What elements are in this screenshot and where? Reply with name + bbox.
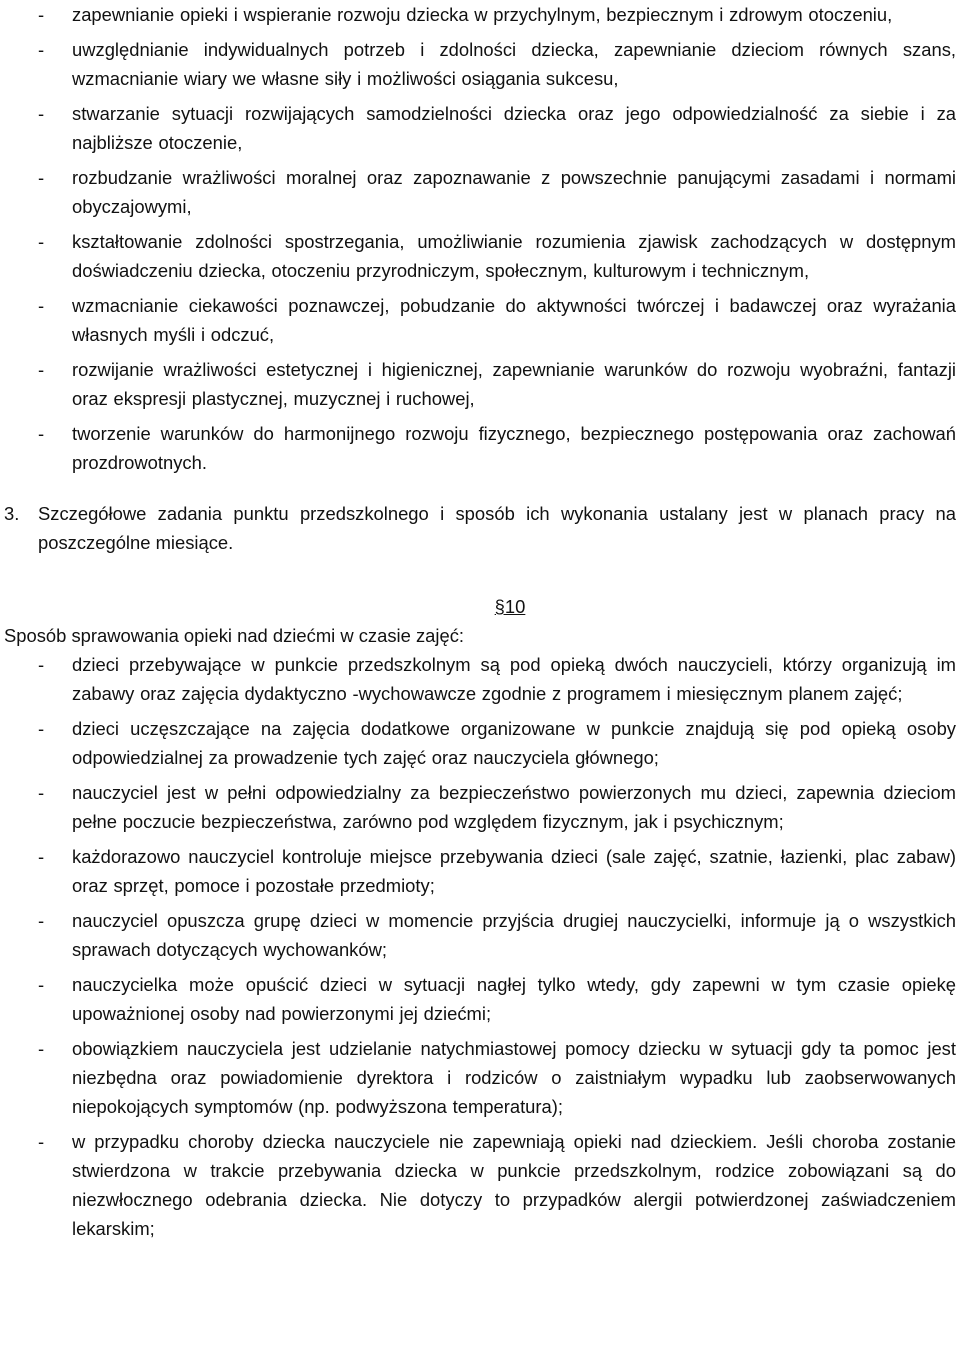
list-item xyxy=(4,99,956,157)
list-dash: - xyxy=(38,910,45,931)
paragraph-text: Szczegółowe zadania punktu przedszkolnego i sposób ich wykonania ustalany jest w planach pracy na poszczególne miesiące. xyxy=(38,503,956,553)
list-item xyxy=(4,35,956,93)
list-item xyxy=(4,1034,956,1121)
list-item-text: dzieci przebywające w punkcie przedszkolnym są pod opieką dwóch nauczycieli, którzy organizują im zabawy oraz zajęcia dydaktyczno -wychowawcze zgodnie z programem i miesięcznym planem zajęć; xyxy=(72,654,956,704)
list-item-text: dzieci uczęszczające na zajęcia dodatkowe organizowane w punkcie znajdują się pod opieką osoby odpowiedzialnej za prowadzenie tych zajęć oraz nauczyciela głównego; xyxy=(72,718,956,768)
list-item xyxy=(4,842,956,900)
list-dash: - xyxy=(38,974,45,995)
list-item-text: tworzenie warunków do harmonijnego rozwoju fizycznego, bezpiecznego postępowania oraz zachowań prozdrowotnych. xyxy=(72,423,956,473)
list-dash: - xyxy=(38,4,45,25)
list-item xyxy=(4,227,956,285)
list-dash: - xyxy=(38,718,45,739)
list-item xyxy=(4,1127,956,1243)
list-item-text: kształtowanie zdolności spostrzegania, umożliwianie rozumienia zjawisk zachodzących w dostępnym doświadczeniu dziecka, otoczeniu przyrodniczym, społecznym, kulturowym i technicznym, xyxy=(72,231,956,281)
list-item-text: rozbudzanie wrażliwości moralnej oraz zapoznawanie z powszechnie panującymi zasadami i normami obyczajowymi, xyxy=(72,167,956,217)
list-item xyxy=(4,650,956,708)
list-item xyxy=(4,714,956,772)
list-dash: - xyxy=(38,231,45,252)
list-item-text: uwzględnianie indywidualnych potrzeb i zdolności dziecka, zapewnianie dzieciom równych szans, wzmacnianie wiary we własne siły i możliwości osiągania sukcesu, xyxy=(72,39,956,89)
section-heading: Sposób sprawowania opieki nad dziećmi w czasie zajęć: xyxy=(4,625,464,646)
tasks-list xyxy=(4,0,956,477)
list-dash: - xyxy=(38,846,45,867)
list-dash: - xyxy=(38,103,45,124)
list-dash: - xyxy=(38,359,45,380)
list-item-text: nauczyciel jest w pełni odpowiedzialny za bezpieczeństwo powierzonych mu dzieci, zapewnia dzieciom pełne poczucie bezpieczeństwa, zarówno pod względem fizycznym, jak i psychicznym; xyxy=(72,782,956,832)
paragraph-number: 3. xyxy=(4,503,20,524)
list-item xyxy=(4,970,956,1028)
list-item xyxy=(4,0,956,29)
list-dash: - xyxy=(38,1131,45,1152)
list-dash: - xyxy=(38,295,45,316)
list-item xyxy=(4,163,956,221)
list-dash: - xyxy=(38,782,45,803)
numbered-paragraph xyxy=(4,499,956,557)
list-item-text: nauczyciel opuszcza grupę dzieci w momencie przyjścia drugiej nauczycielki, informuje ją o wszystkich sprawach dotyczących wychowanków; xyxy=(72,910,956,960)
list-item-text: w przypadku choroby dziecka nauczyciele nie zapewniają opieki nad dzieckiem. Jeśli choroba zostanie stwierdzona w trakcie przebywania dziecka w punkcie przedszkolnym, rodzice zobowiązani są do niezwłocznego odebrania dziecka. Nie dotyczy to przypadków alergii potwierdzonej zaświadczeniem lekarskim; xyxy=(72,1131,956,1239)
list-dash: - xyxy=(38,654,45,675)
list-dash: - xyxy=(38,423,45,444)
list-item-text: wzmacnianie ciekawości poznawczej, pobudzanie do aktywności twórczej i badawczej oraz wyrażania własnych myśli i odczuć, xyxy=(72,295,956,345)
list-item xyxy=(4,291,956,349)
list-item xyxy=(4,419,956,477)
list-dash: - xyxy=(38,1038,45,1059)
list-dash: - xyxy=(38,39,45,60)
list-item-text: zapewnianie opieki i wspieranie rozwoju dziecka w przychylnym, bezpiecznym i zdrowym otoczeniu, xyxy=(72,4,893,25)
list-item-text: obowiązkiem nauczyciela jest udzielanie natychmiastowej pomocy dziecku w sytuacji gdy ta pomoc jest niezbędna oraz powiadomienie dyrektora i rodziców o zaistniałym wypadku lub zaobserwowanych niepokojących symptomów (np. podwyższona temperatura); xyxy=(72,1038,956,1117)
list-item-text: nauczycielka może opuścić dzieci w sytuacji nagłej tylko wtedy, gdy zapewni w tym czasie opiekę upoważnionej osoby nad powierzonymi jej dziećmi; xyxy=(72,974,956,1024)
section-number: §10 xyxy=(494,596,526,617)
list-item xyxy=(4,355,956,413)
list-item xyxy=(4,906,956,964)
section-sign xyxy=(4,592,956,621)
list-item-text: stwarzanie sytuacji rozwijających samodzielności dziecka oraz jego odpowiedzialność za siebie i za najbliższe otoczenie, xyxy=(72,103,956,153)
list-dash: - xyxy=(38,167,45,188)
list-item xyxy=(4,778,956,836)
list-item-text: każdorazowo nauczyciel kontroluje miejsce przebywania dzieci (sale zajęć, szatnie, łazienki, plac zabaw) oraz sprzęt, pomoce i pozostałe przedmioty; xyxy=(72,846,956,896)
list-item-text: rozwijanie wrażliwości estetycznej i higienicznej, zapewnianie warunków do rozwoju wyobraźni, fantazji oraz ekspresji plastycznej, muzycznej i ruchowej, xyxy=(72,359,956,409)
care-rules-list xyxy=(4,650,956,1243)
